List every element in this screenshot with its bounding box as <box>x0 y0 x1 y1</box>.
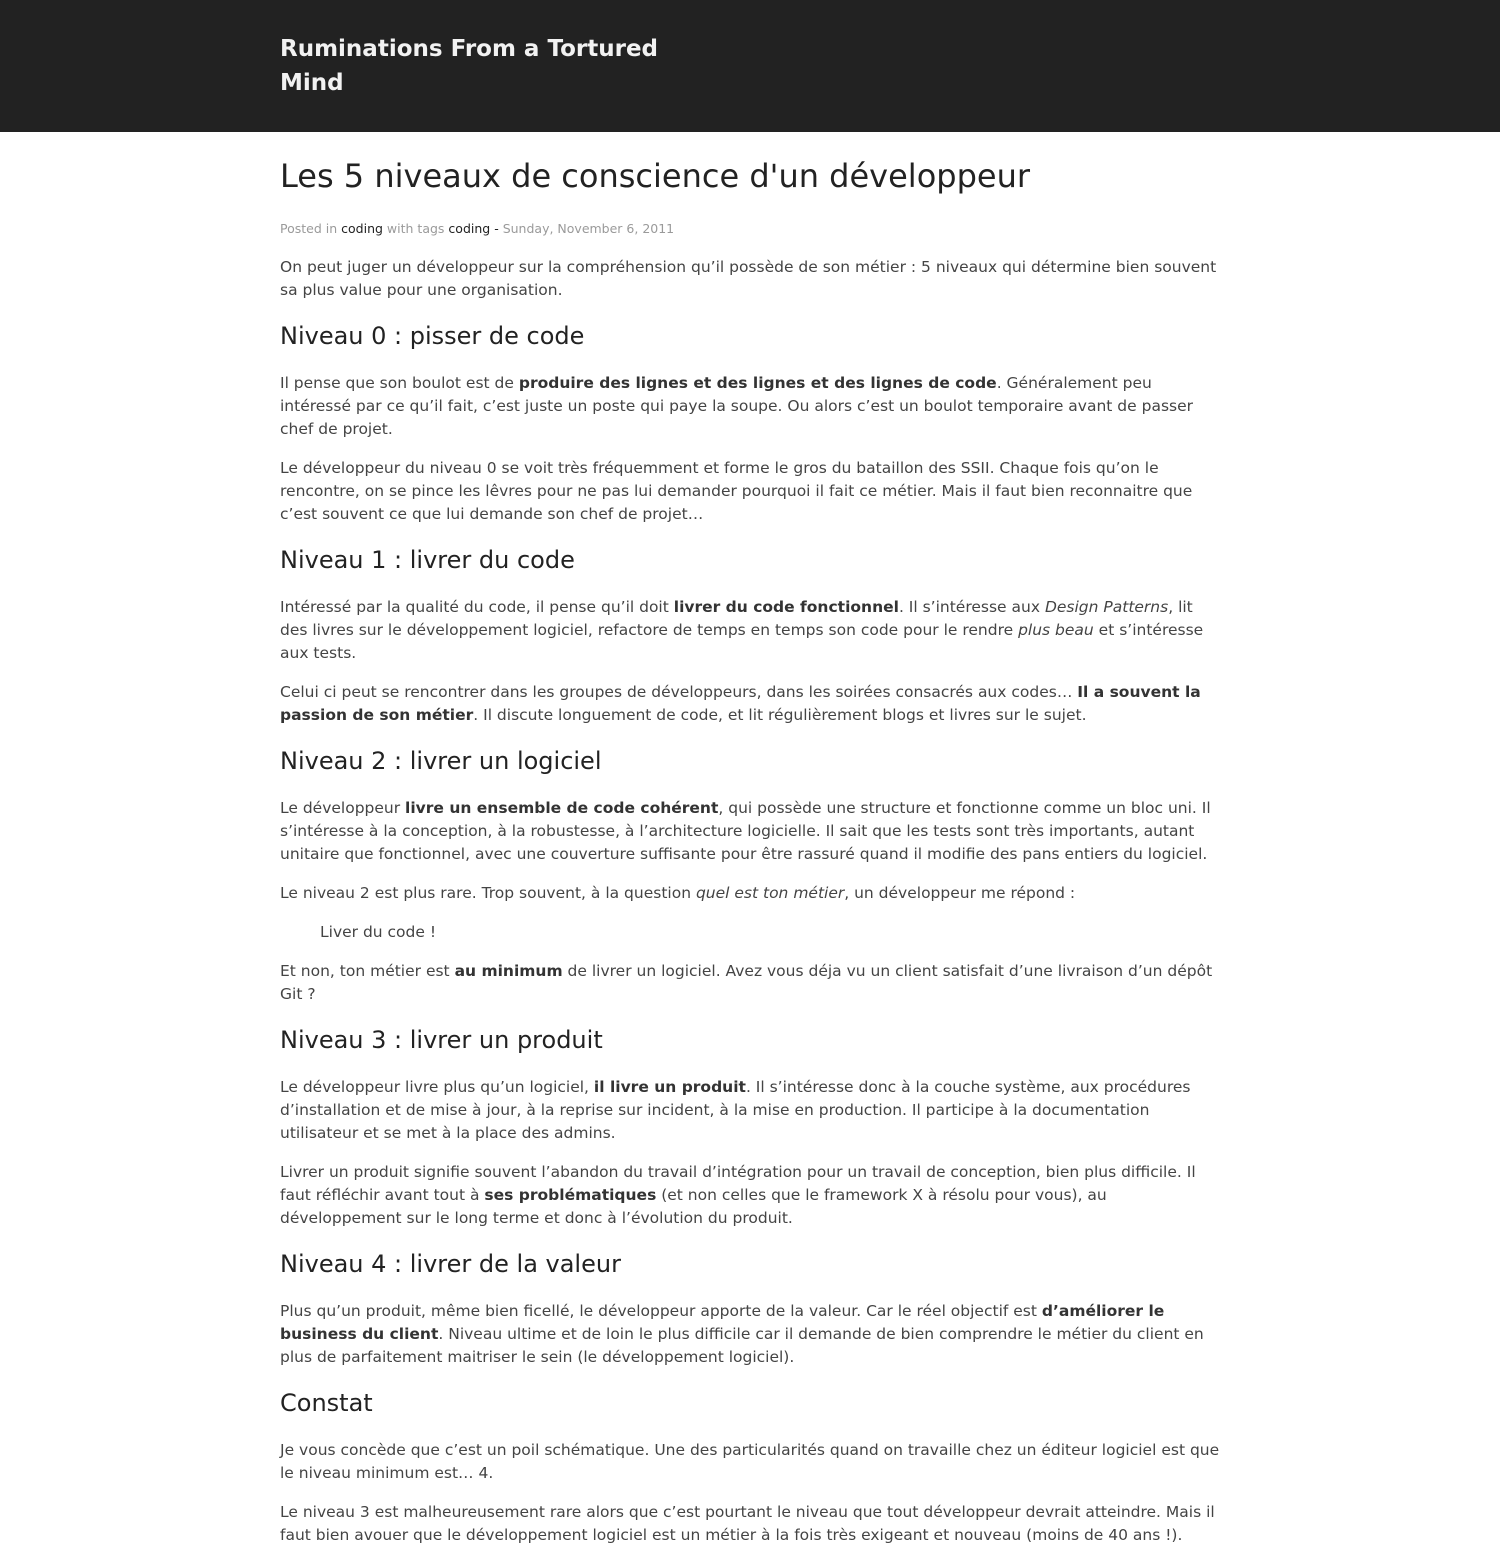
bold-text: d’améliorer le business du client <box>280 1302 1165 1343</box>
post-date: Sunday, November 6, 2011 <box>502 221 675 236</box>
blockquote: Liver du code ! <box>320 923 437 941</box>
site-title-link[interactable]: Ruminations From a Tortured Mind <box>280 36 659 96</box>
text-run: , qui possède une structure et fonctionne comme un bloc uni. Il s’intéresse à la conception, à la robustesse, à l’architecture logicielle. Il sait que les tests sont très importants, autant unitaire que fonctionnel, avec une couverture suffisante pour être rassuré quand il modifie des pans entiers du logiciel. <box>280 799 1211 863</box>
bold-text: au minimum <box>454 962 563 980</box>
text-run: Intéressé par la qualité du code, il pense qu’il doit <box>280 598 674 616</box>
bold-text: il livre un produit <box>593 1078 746 1096</box>
text-run: Le développeur <box>280 799 406 817</box>
niveau-2-paragraph-1 <box>280 797 1222 866</box>
text-run: . Il s’intéresse aux <box>898 598 1045 616</box>
meta-separator: - <box>494 221 499 236</box>
constat-paragraph-1: Je vous concède que c’est un poil schématique. Une des particularités quand on travaille chez un éditeur logiciel est que le niveau minimum est… 4. <box>280 1441 1220 1482</box>
heading-constat: Constat <box>280 1389 373 1417</box>
post-meta <box>280 220 1222 238</box>
tag-link[interactable]: coding <box>448 221 491 236</box>
text-run: de livrer un logiciel. Avez vous déja vu un client satisfait d’une livraison d’un dépôt Git ? <box>280 962 1213 1003</box>
niveau-0-paragraph-1 <box>280 372 1222 441</box>
text-run: . Généralement peu intéressé par ce qu’il fait, c’est juste un poste qui paye la soupe. Ou alors c’est un boulot temporaire avant de passer chef de projet. <box>280 374 1194 438</box>
text-run: et s’intéresse aux tests. <box>280 621 1204 662</box>
text-run: (et non celles que le framework X à résolu pour vous), au développement sur le long terme et donc à l’évolution du produit. <box>280 1186 1107 1227</box>
text-run: Livrer un produit signifie souvent l’abandon du travail d’intégration pour un travail de conception, bien plus difficile. Il faut réfléchir avant tout à <box>280 1163 1196 1204</box>
heading-niveau-1: Niveau 1 : livrer du code <box>280 546 575 574</box>
text-run: Plus qu’un produit, même bien ficellé, le développeur apporte de la valeur. Car le réel objectif est <box>280 1302 1042 1320</box>
bold-text: Il a souvent la passion de son métier <box>280 683 1201 724</box>
italic-text: Design Patterns <box>1044 598 1169 616</box>
intro-paragraph: On peut juger un développeur sur la compréhension qu’il possède de son métier : 5 niveaux qui détermine bien souvent sa plus value pour une organisation. <box>280 258 1217 299</box>
text-run: Et non, ton métier est <box>280 962 455 980</box>
niveau-3-paragraph-2 <box>280 1161 1222 1230</box>
text-run: Le niveau 2 est plus rare. Trop souvent, à la question <box>280 884 696 902</box>
bold-text: livrer du code fonctionnel <box>673 598 899 616</box>
text-run: , un développeur me répond : <box>844 884 1076 902</box>
site-header <box>0 0 1500 132</box>
heading-niveau-3: Niveau 3 : livrer un produit <box>280 1026 603 1054</box>
niveau-1-paragraph-1 <box>280 596 1222 665</box>
text-run: Celui ci peut se rencontrer dans les groupes de développeurs, dans les soirées consacrés aux codes… <box>280 683 1078 701</box>
text-run: . Il discute longuement de code, et lit régulièrement blogs et livres sur le sujet. <box>473 706 1087 724</box>
text-run: Il pense que son boulot est de <box>280 374 519 392</box>
bold-text: produire des lignes et des lignes et des lignes de code <box>518 374 997 392</box>
text-run: Le développeur livre plus qu’un logiciel, <box>280 1078 594 1096</box>
posted-in-label: Posted in <box>280 221 338 236</box>
niveau-0-paragraph-2: Le développeur du niveau 0 se voit très fréquemment et forme le gros du bataillon des SSII. Chaque fois qu’on le rencontre, on se pince les lêvres pour ne pas lui demander pourquoi il fait ce métier. Mais il faut bien reconnaitre que c’est souvent ce que lui demande son chef de projet… <box>280 459 1193 523</box>
heading-niveau-0: Niveau 0 : pisser de code <box>280 322 585 350</box>
italic-text: quel est ton métier <box>695 884 845 902</box>
niveau-4-paragraph-1 <box>280 1300 1222 1369</box>
bold-text: ses problématiques <box>484 1186 657 1204</box>
post-content <box>280 156 1222 1547</box>
constat-paragraph-2: Le niveau 3 est malheureusement rare alors que c’est pourtant le niveau que tout développeur devrait atteindre. Mais il faut bien avouer que le développement logiciel est un métier à la fois très exigeant et nouveau (moins de 40 ans !). <box>280 1503 1215 1544</box>
niveau-2-paragraph-3 <box>280 960 1222 1006</box>
text-run: . Niveau ultime et de loin le plus difficile car il demande de bien comprendre le métier du client en plus de parfaitement maitriser le sein (le développement logiciel). <box>280 1325 1204 1366</box>
bold-text: livre un ensemble de code cohérent <box>405 799 719 817</box>
with-tags-label: with tags <box>386 221 445 236</box>
category-link[interactable]: coding <box>341 221 383 236</box>
niveau-3-paragraph-1 <box>280 1076 1222 1145</box>
heading-niveau-2: Niveau 2 : livrer un logiciel <box>280 747 602 775</box>
niveau-1-paragraph-2 <box>280 681 1222 727</box>
italic-text: plus beau <box>1018 621 1094 639</box>
text-run: , lit des livres sur le développement logiciel, refactore de temps en temps son code pour le rendre <box>280 598 1193 639</box>
text-run: . Il s’intéresse donc à la couche système, aux procédures d’installation et de mise à jour, à la reprise sur incident, à la mise en production. Il participe à la documentation utilisateur et se met à la place des admins. <box>280 1078 1191 1142</box>
post-title: Les 5 niveaux de conscience d'un développeur <box>280 157 1031 195</box>
heading-niveau-4: Niveau 4 : livrer de la valeur <box>280 1250 621 1278</box>
niveau-2-paragraph-2 <box>280 882 1222 905</box>
